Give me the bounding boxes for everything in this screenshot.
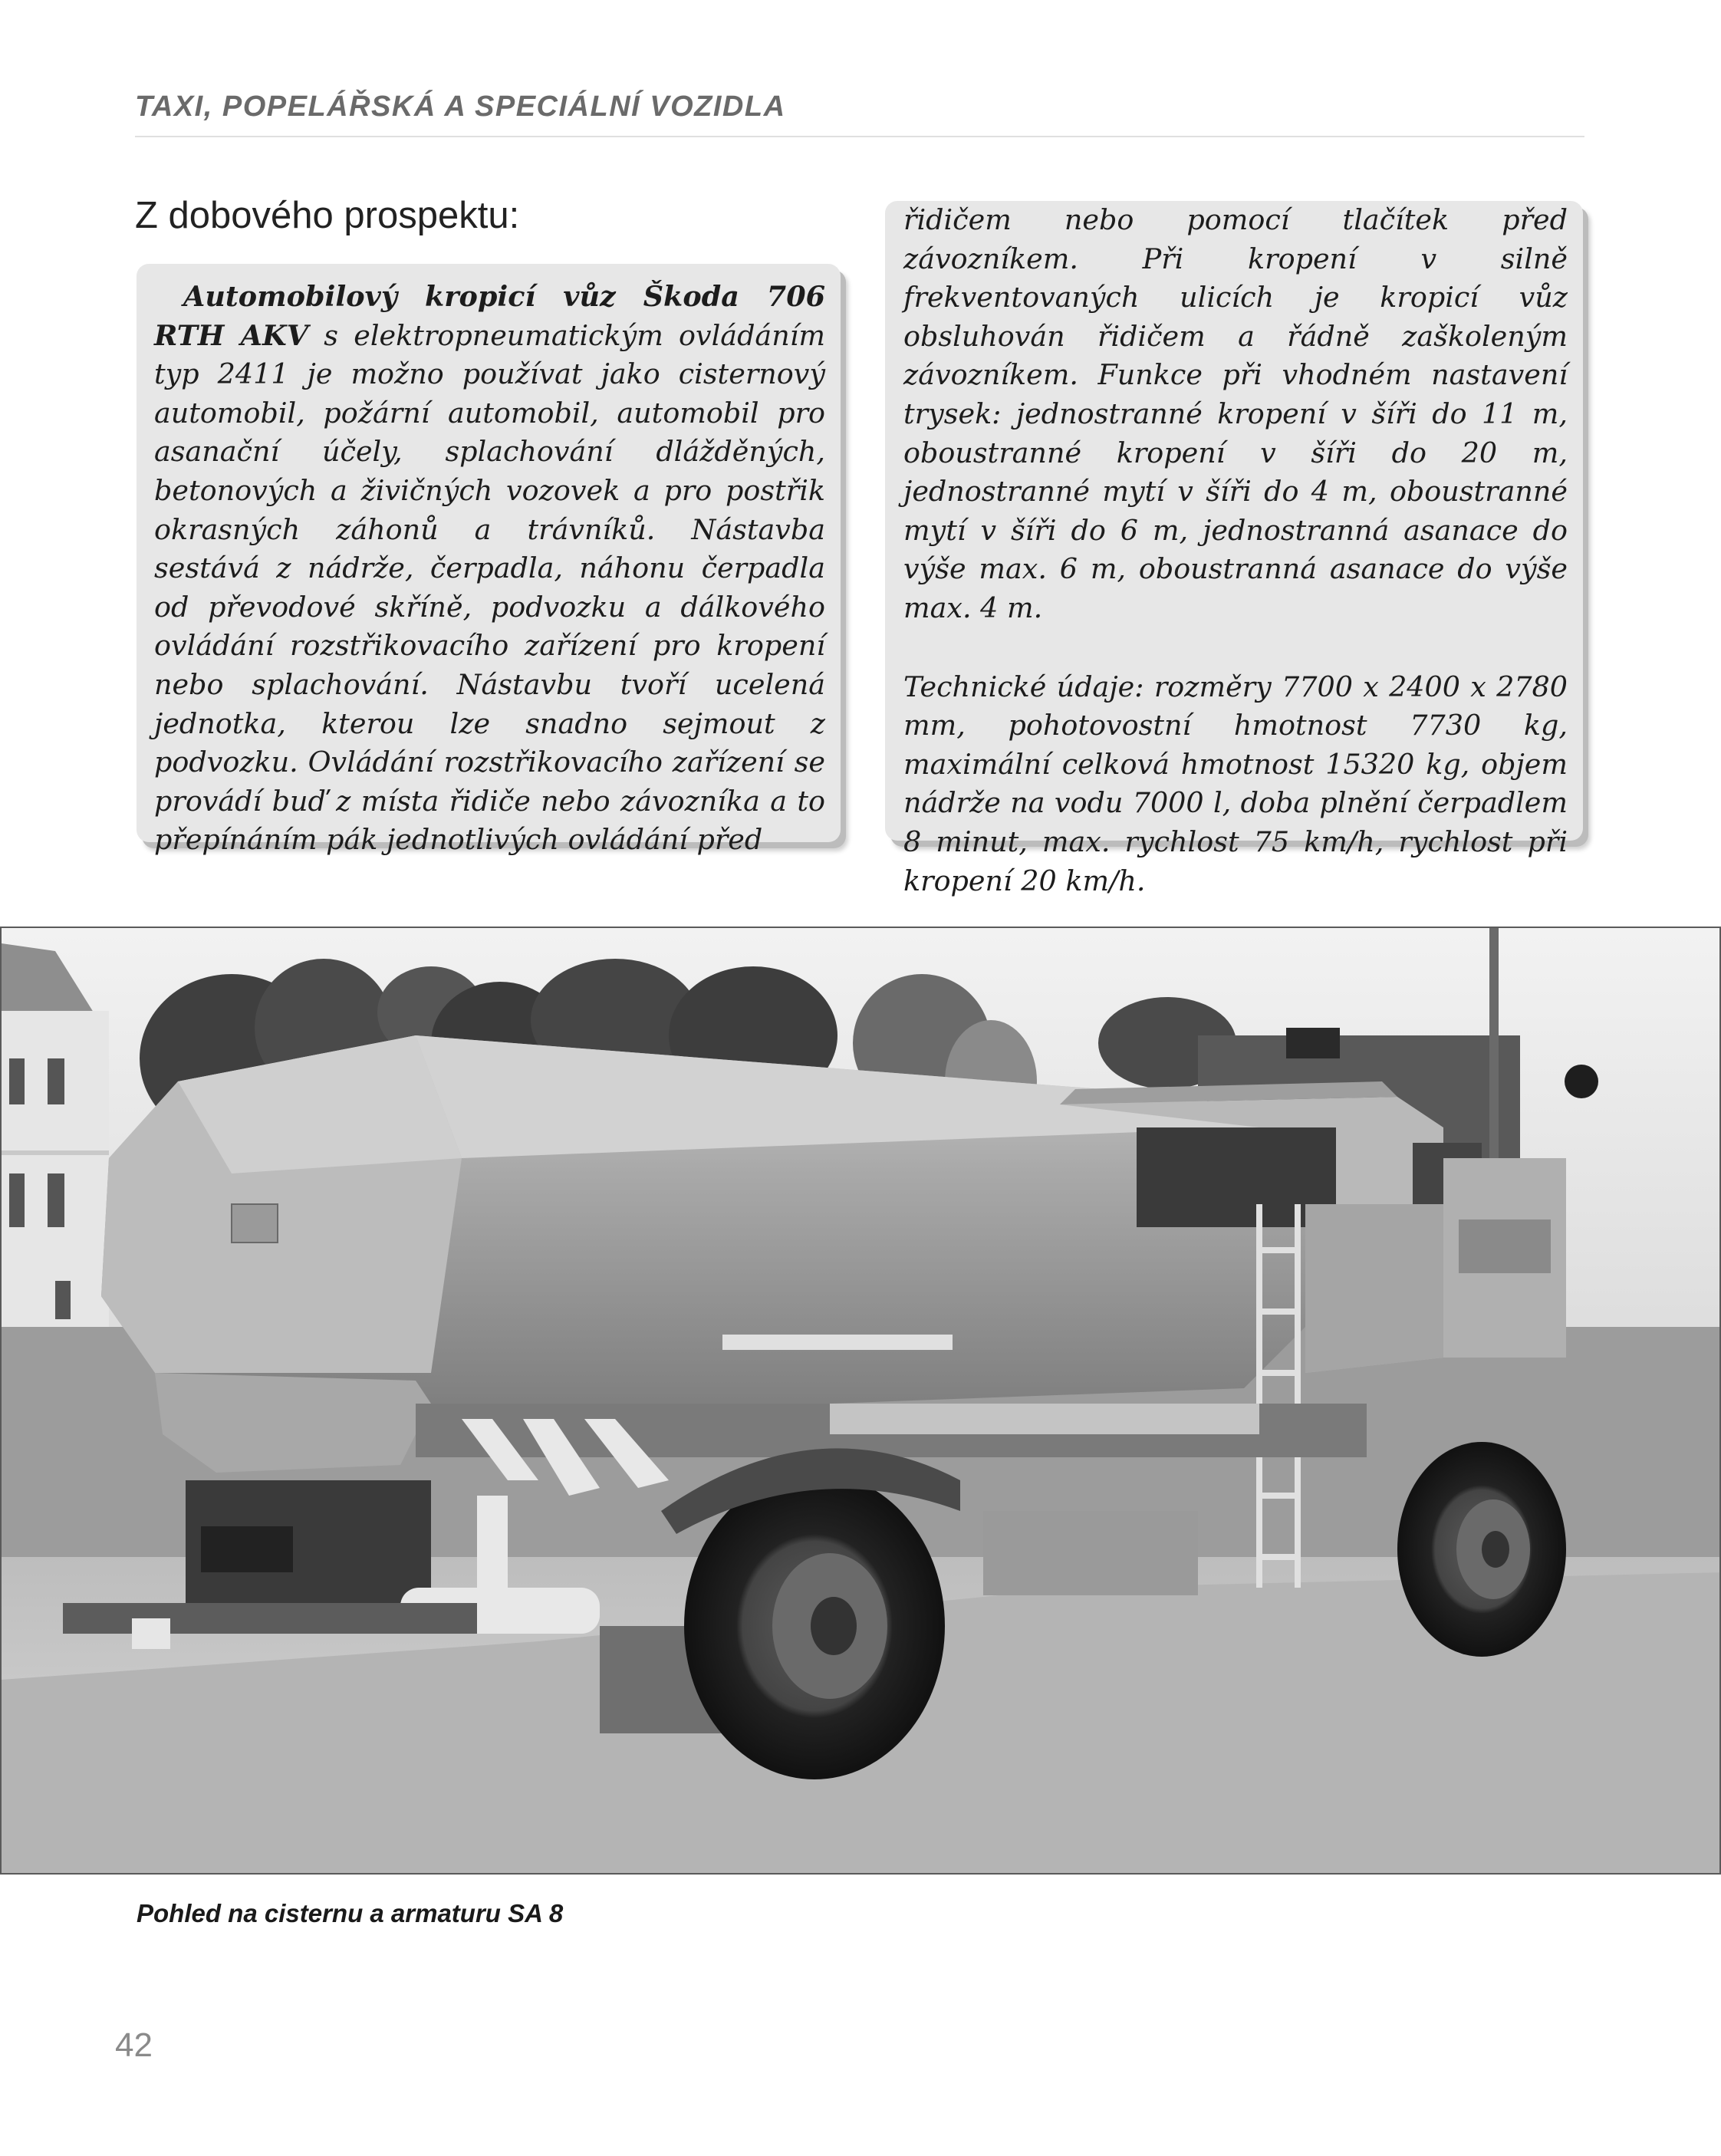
tanker-truck-illustration <box>2 928 1721 1875</box>
prospectus-box-left <box>137 264 841 857</box>
photo-caption: Pohled na cisternu a armaturu SA 8 <box>137 1899 564 1927</box>
rear-wheel <box>684 1473 945 1779</box>
section-title: Z dobového prospektu: <box>135 195 520 236</box>
license-plate <box>132 1618 170 1649</box>
header-divider <box>135 136 1584 137</box>
rear-platform <box>830 1404 1259 1434</box>
rear-bumper <box>63 1603 477 1634</box>
prospectus-paragraph-continued: řidičem nebo pomocí tlačítek před závozníkem. Při kropení v silně frekventovaných ulicích je kropicí vůz obsluhován řidičem a řádně zaškoleným závozníkem. Funkce při vhodném nastavení trysek: jednostranné kropení v šíři do 11 m, oboustranné kropení v šíři do 20 m, jednostranné mytí v šíři do 4 m, oboustranné mytí v šíři do 6 m, jednostranná asanace do výše max. 6 m, oboustranná asanace do výše max. 4 m. <box>903 203 1568 624</box>
prospectus-box-right <box>885 201 1583 897</box>
tanker-truck-photo <box>0 927 1721 1875</box>
technical-data-paragraph: Technické údaje: rozměry 7700 x 2400 x 2780 mm, pohotovostní hmotnost 7730 kg, maximální celková hmotnost 15320 kg, objem nádrže na vodu 7000 l, doba plnění čerpadlem 8 minut, max. rychlost 75 km/h, rychlost při kropení 20 km/h. <box>903 670 1568 897</box>
prospectus-text-left: s elektropneumatickým ovládáním typ 2411 je možno používat jako cisternový automobil, požární automobil, automobil pro asanační účely, splachování dlážděných, betonových a živičných vozovek a pro postřik okrasných záhonů a trávníků. Nástavba sestává z nádrže, čerpadla, náhonu čerpadla od převodové skříně, podvozku a dálkového ovládání rozstřikovacího zařízení pro kropení nebo splachování. Nástavbu tvoří ucelená jednotka, kterou lze snadno sejmout z podvozku. Ovládání rozstřikovacího zařízení se provádí buď z místa řidiče nebo závozníka a to přepínáním pák jednotlivých ovládání před <box>154 318 825 857</box>
tank-skirt <box>155 1373 431 1473</box>
fuel-tank <box>983 1511 1198 1595</box>
front-wheel <box>1397 1442 1566 1657</box>
page-number: 42 <box>115 2026 153 2064</box>
vehicle-name: Automobilový kropicí vůz Škoda 706 RTH AKV <box>154 280 825 352</box>
running-header: TAXI, POPELÁŘSKÁ A SPECIÁLNÍ VOZIDLA <box>135 91 786 123</box>
pole <box>1489 928 1499 1158</box>
prospectus-paragraph-left <box>154 278 825 860</box>
